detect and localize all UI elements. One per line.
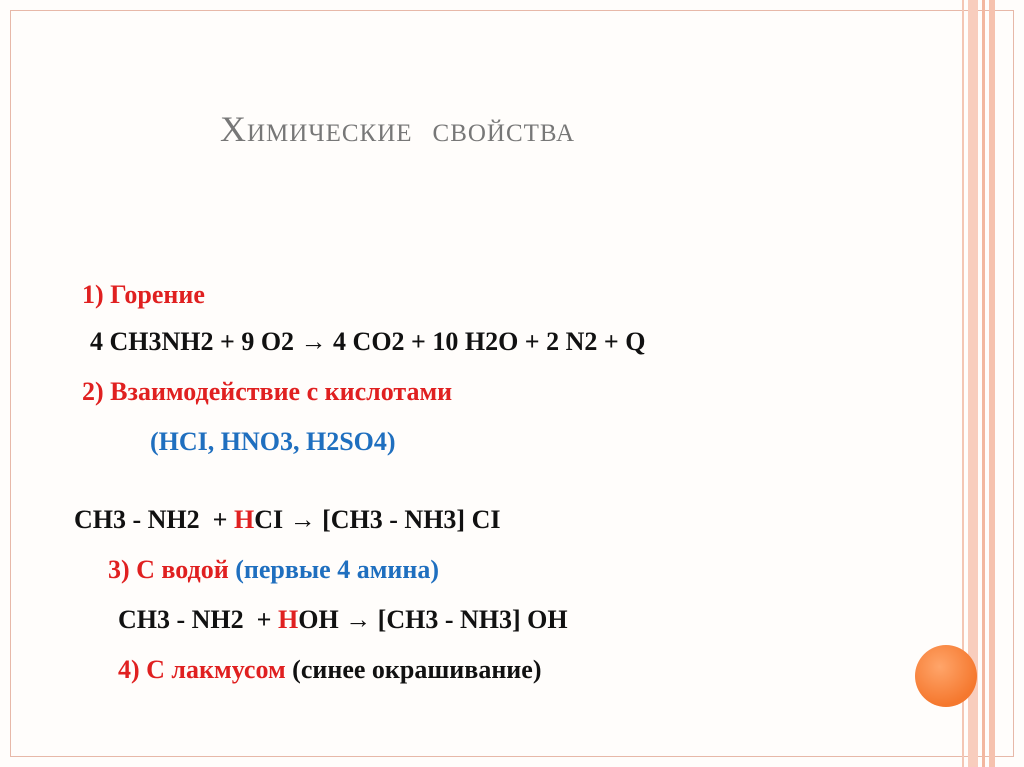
acid-list: (HCI, HNO3, H2SO4) (150, 427, 396, 456)
item-acids: 2) Взаимодействие с кислотами (82, 377, 453, 406)
equation-hcl-part1: CH3 - NH2 + (74, 505, 234, 534)
orange-circle-decoration (915, 645, 977, 707)
item-water-note: (первые 4 амина) (228, 555, 440, 584)
equation-hcl-hydrogen: H (233, 505, 255, 534)
decorative-stripes (962, 0, 1002, 767)
item-litmus-note: (синее окрашивание) (285, 655, 542, 684)
equation-water-hydrogen: H (277, 605, 299, 634)
stripe (968, 0, 978, 767)
equation-water-part1: CH3 - NH2 + (118, 605, 278, 634)
equation-combustion: 4 CH3NH2 + 9 O2 → 4 CO2 + 10 H2O + 2 N2 + Q (90, 327, 646, 356)
slide-title: Химические свойства (220, 109, 576, 149)
equation-hcl-part2: CI → [CH3 - NH3] CI (254, 505, 501, 534)
item-litmus-label: 4) С лакмусом (118, 655, 286, 684)
equation-water-part2: OH → [CH3 - NH3] OH (298, 605, 568, 634)
stripe (982, 0, 985, 767)
stripe (989, 0, 995, 767)
item-litmus (92, 625, 541, 715)
item-burning: 1) Горение (82, 280, 205, 309)
item-water-label: 3) С водой (108, 555, 229, 584)
